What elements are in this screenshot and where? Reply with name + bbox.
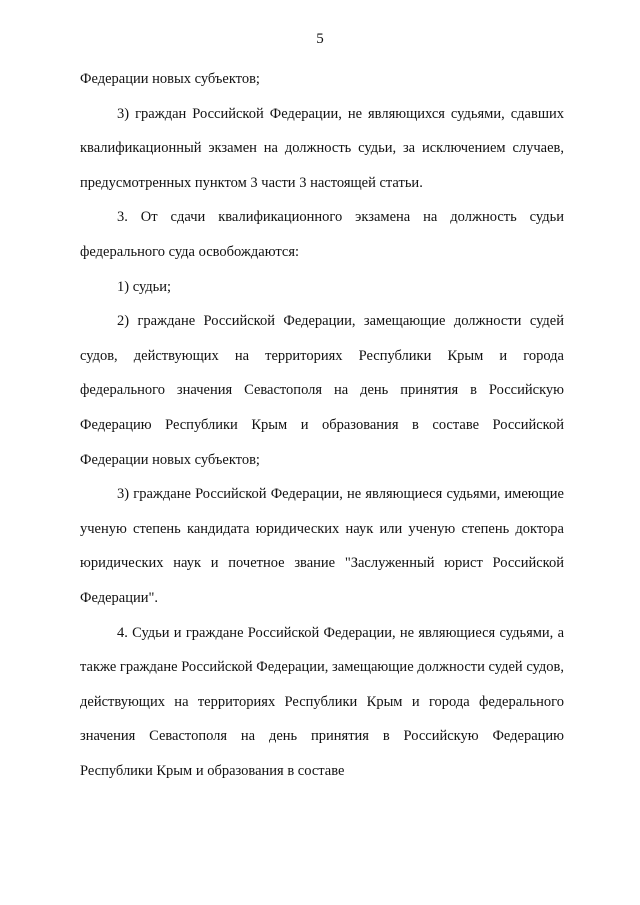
document-body xyxy=(80,62,564,788)
paragraph-section-3-exemptions: 3. От сдачи квалификационного экзамена на должность судьи федерального суда освобождаются: xyxy=(80,209,564,260)
paragraph-continuation: Федерации новых субъектов; xyxy=(80,71,260,87)
paragraph-item-1-judges: 1) судьи; xyxy=(117,278,172,295)
paragraph-item-3-graduates: 3) граждан Российской Федерации, не являющихся судьями, сдавших квалификационный экзамен на должность судьи, за исключением случаев, предусмотренных пунктом 3 части 3 настоящей статьи. xyxy=(80,105,564,191)
paragraph-item-2-crimea-judges: 2) граждане Российской Федерации, замещающие должности судей судов, действующих на территориях Республики Крым и города федерального значения Севастополя на день принятия в Российскую Федерацию Республики Крым и образования в составе Российской Федерации новых субъектов; xyxy=(80,313,564,468)
paragraph-section-4: 4. Судьи и граждане Российской Федерации, не являющиеся судьями, а также граждане Российской Федерации, замещающие должности судей судов, действующих на территориях Республики Крым и города федерального значения Севастополя на день принятия в Российскую Федерацию Республики Крым и образования в составе xyxy=(80,624,564,779)
paragraph-item-3-scholars: 3) граждане Российской Федерации, не являющиеся судьями, имеющие ученую степень кандидата юридических наук или ученую степень доктора юридических наук и почетное звание "Заслуженный юрист Российской Федерации". xyxy=(80,486,564,606)
page-number: 5 xyxy=(316,31,324,47)
